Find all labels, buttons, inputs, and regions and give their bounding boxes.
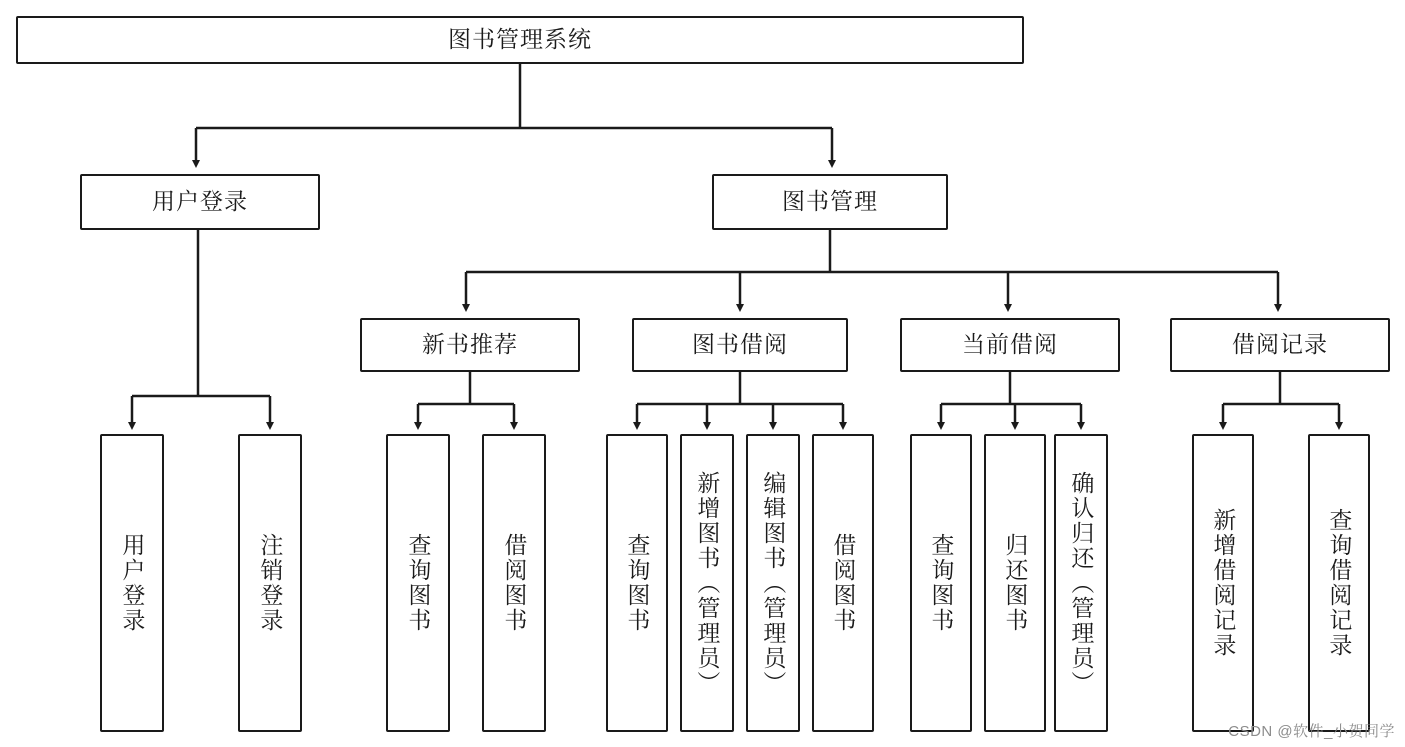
node-leaf-edit-book-admin	[746, 434, 800, 732]
node-label: 图书管理系统	[448, 26, 592, 53]
node-label: 用户登录	[119, 533, 146, 633]
node-label: 查询图书	[928, 533, 955, 633]
node-new-book-recommend	[360, 318, 580, 372]
node-leaf-query-book-borrow	[606, 434, 668, 732]
node-label: 当前借阅	[962, 331, 1058, 358]
node-root	[16, 16, 1024, 64]
node-book-management	[712, 174, 948, 230]
node-label: 查询图书	[624, 533, 651, 633]
node-leaf-borrow-book	[812, 434, 874, 732]
node-label: 新增图书（管理员）	[694, 470, 721, 696]
node-label: 确认归还（管理员）	[1068, 470, 1095, 696]
node-label: 用户登录	[152, 188, 248, 215]
node-borrow-record	[1170, 318, 1390, 372]
node-leaf-confirm-return-admin	[1054, 434, 1108, 732]
node-leaf-return-book	[984, 434, 1046, 732]
node-label: 归还图书	[1002, 533, 1029, 633]
node-label: 借阅图书	[501, 533, 528, 633]
node-leaf-user-login	[100, 434, 164, 732]
node-leaf-query-book-new	[386, 434, 450, 732]
node-label: 图书管理	[782, 188, 878, 215]
node-leaf-add-borrow-record	[1192, 434, 1254, 732]
node-label: 注销登录	[257, 533, 284, 633]
node-leaf-query-borrow-record	[1308, 434, 1370, 732]
node-label: 借阅图书	[830, 533, 857, 633]
node-leaf-logout	[238, 434, 302, 732]
node-book-borrow	[632, 318, 848, 372]
node-label: 借阅记录	[1232, 331, 1328, 358]
node-label: 图书借阅	[692, 331, 788, 358]
node-user-login	[80, 174, 320, 230]
node-label: 新增借阅记录	[1210, 508, 1237, 658]
node-label: 编辑图书（管理员）	[760, 470, 787, 696]
node-leaf-borrow-book-new	[482, 434, 546, 732]
node-leaf-query-book-current	[910, 434, 972, 732]
node-label: 新书推荐	[422, 331, 518, 358]
node-label: 查询图书	[405, 533, 432, 633]
watermark-text: CSDN @软件_小贺同学	[1228, 723, 1395, 740]
node-current-borrow	[900, 318, 1120, 372]
node-leaf-add-book-admin	[680, 434, 734, 732]
node-label: 查询借阅记录	[1326, 508, 1353, 658]
